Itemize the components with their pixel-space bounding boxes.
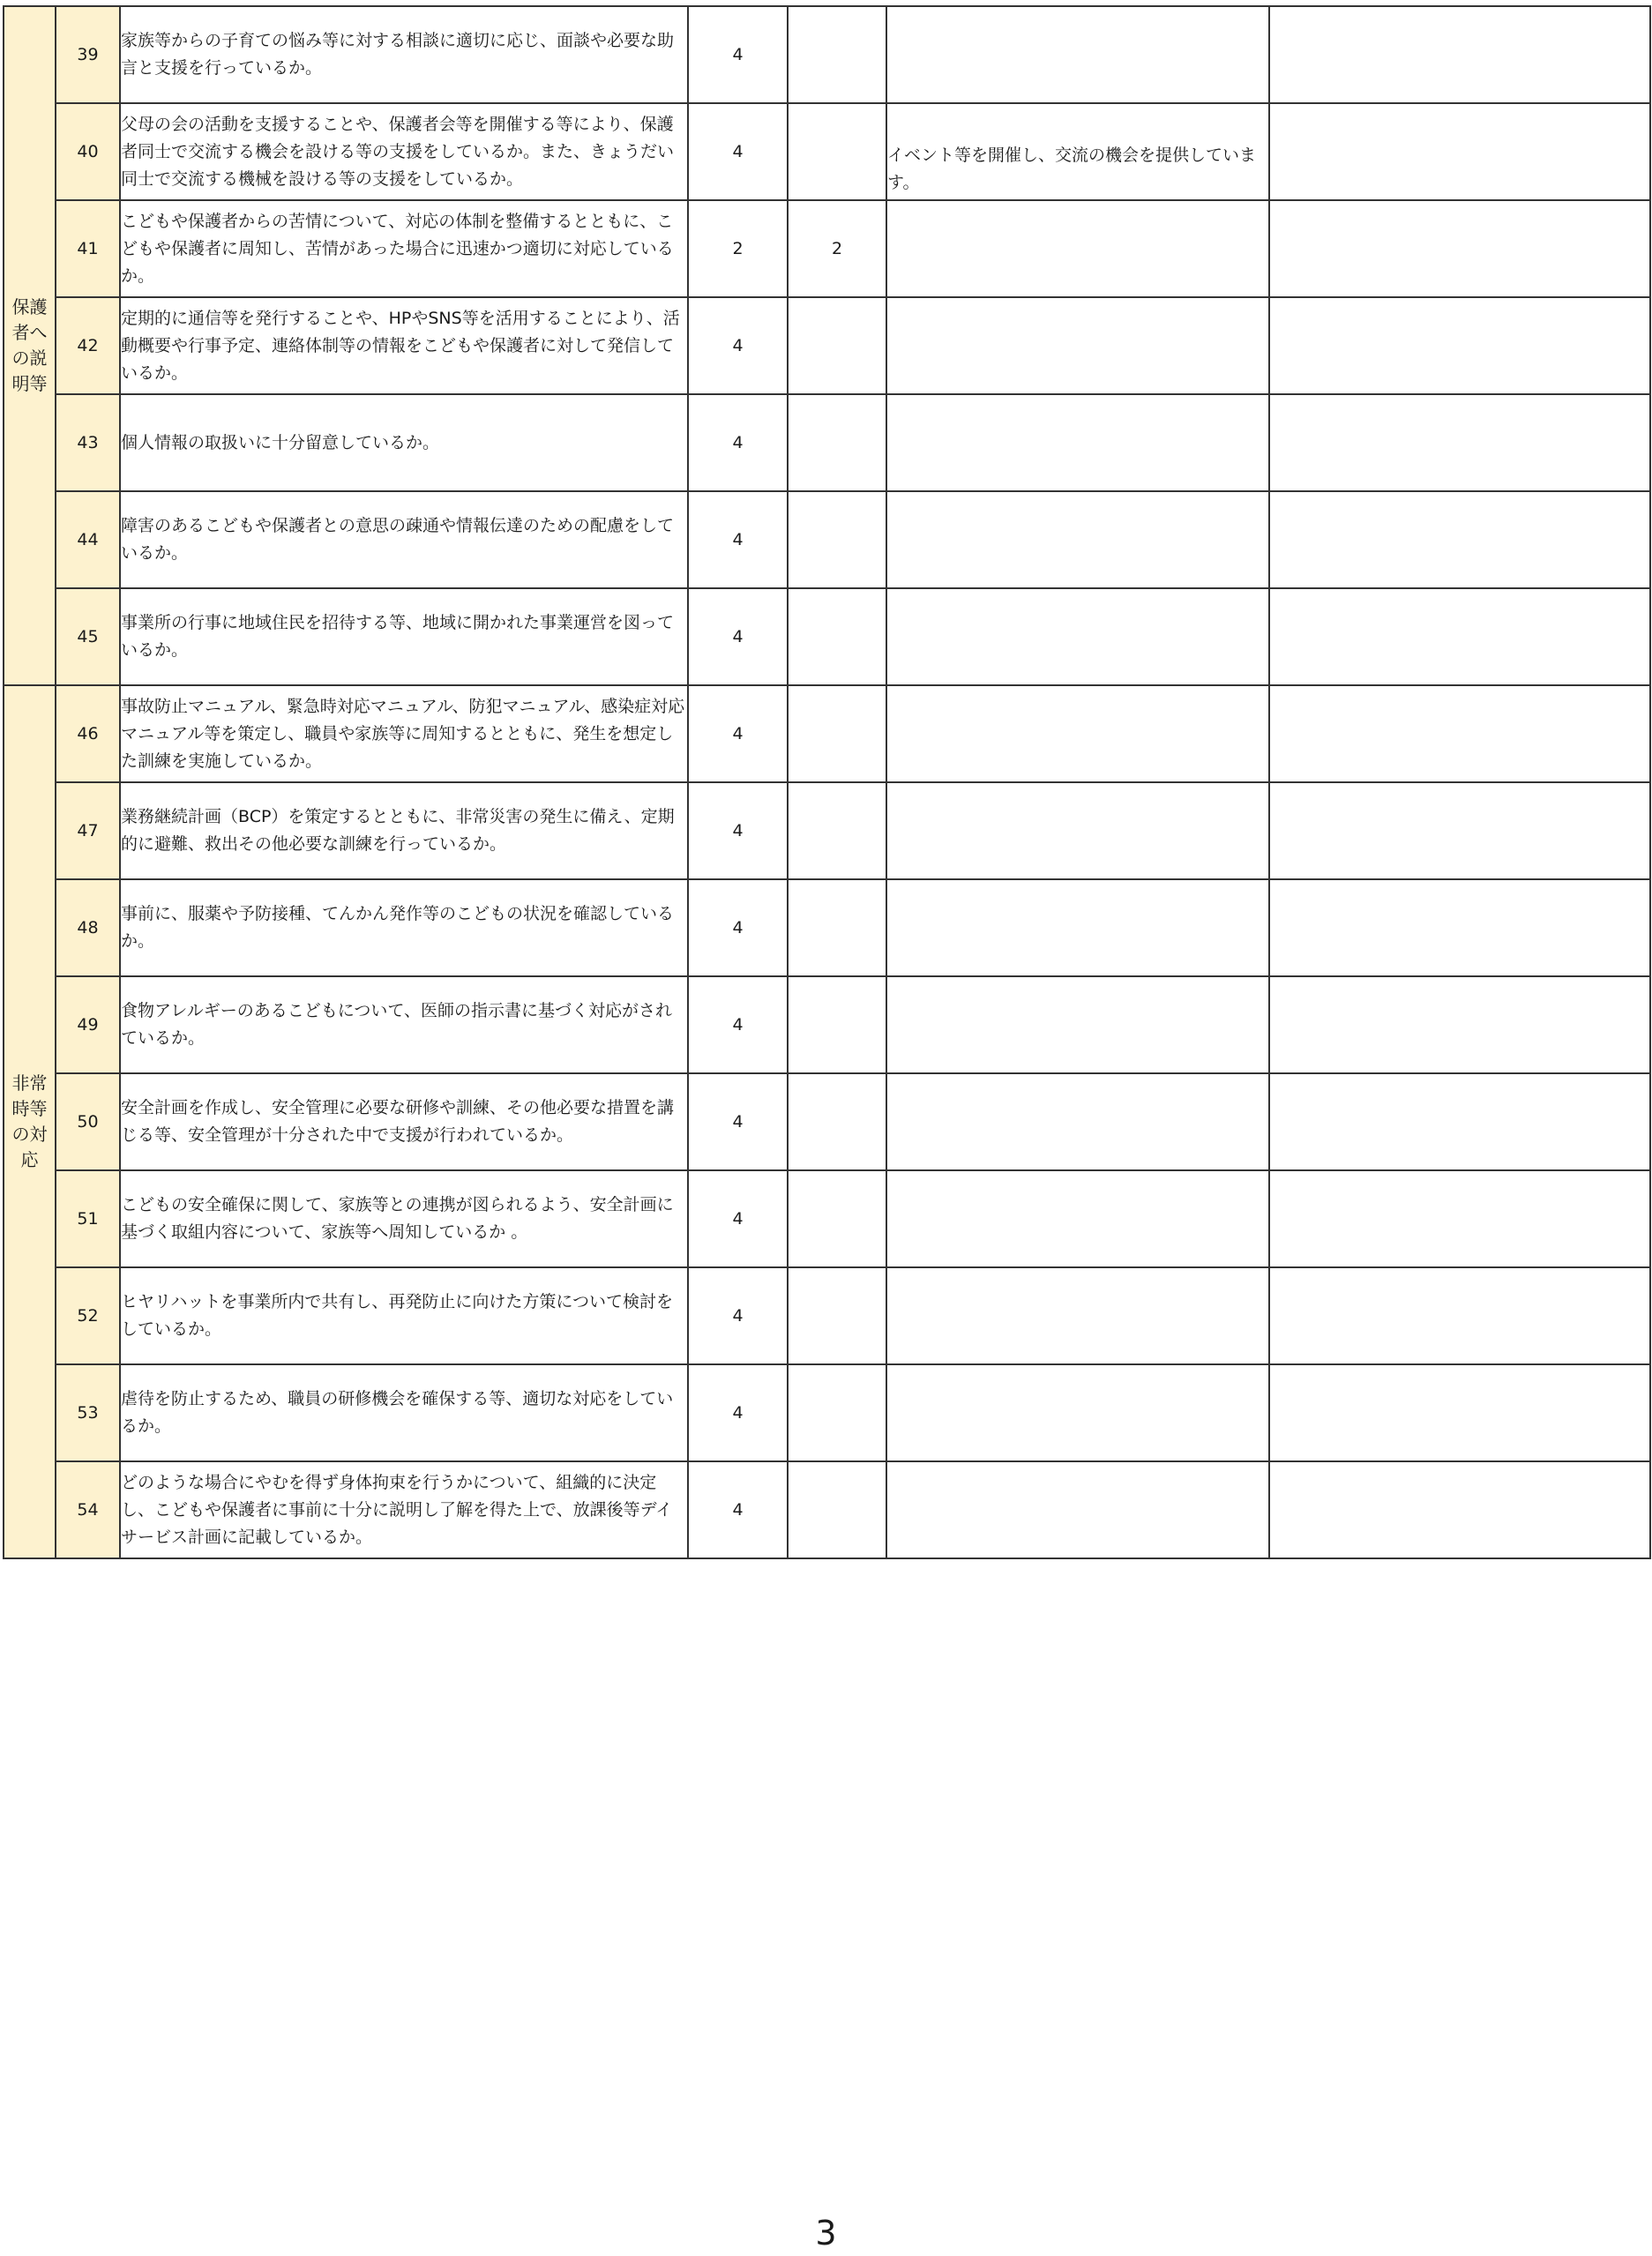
improvement-note (1270, 1395, 1649, 1431)
table-row (4, 1170, 1650, 1267)
item-number-cell: 44 (56, 491, 120, 588)
improvement-note (1270, 134, 1649, 169)
category-cell (4, 685, 56, 1558)
item-text: 安全計画を作成し、安全管理に必要な研修や訓練、その他必要な措置を講じる等、安全管理が十分された中で支援が行われているか。 (121, 1098, 675, 1145)
no-count-cell (788, 782, 886, 879)
item-text-cell (120, 976, 688, 1073)
item-note-cell (886, 394, 1269, 491)
item-note-cell (886, 1267, 1269, 1364)
item-text: 食物アレルギーのあるこどもについて、医師の指示書に基づく対応がされているか。 (121, 1001, 673, 1048)
item-text-cell (120, 1073, 688, 1170)
item-note-cell (886, 1170, 1269, 1267)
no-count-cell (788, 1170, 886, 1267)
item-text-cell (120, 297, 688, 394)
item-note-cell (886, 976, 1269, 1073)
item-text-cell (120, 685, 688, 782)
no-count-cell (788, 685, 886, 782)
page-number: 3 (815, 2214, 837, 2252)
item-number-cell: 49 (56, 976, 120, 1073)
table-row (4, 297, 1650, 394)
item-note (887, 37, 1268, 72)
no-count-cell (788, 588, 886, 685)
no-count-cell (788, 1073, 886, 1170)
item-number-cell: 54 (56, 1461, 120, 1558)
table-row (4, 1267, 1650, 1364)
yes-count-cell: 4 (688, 1267, 788, 1364)
improvement-note (1270, 328, 1649, 363)
item-text: 業務継続計画（BCP）を策定するとともに、非常災害の発生に備え、定期的に避難、救出その他必要な訓練を行っているか。 (121, 807, 675, 854)
no-count-cell (788, 6, 886, 103)
category-label: 保護者への説明等 (11, 296, 48, 394)
item-text-cell (120, 1461, 688, 1558)
item-text: 事前に、服薬や予防接種、てんかん発作等のこどもの状況を確認しているか。 (121, 904, 675, 951)
item-note-cell (886, 685, 1269, 782)
item-text-cell (120, 1364, 688, 1461)
item-text: 個人情報の取扱いに十分留意しているか。 (121, 432, 440, 452)
yes-count-cell: 4 (688, 976, 788, 1073)
table-row (4, 394, 1650, 491)
item-note-cell (886, 6, 1269, 103)
item-number-cell: 48 (56, 879, 120, 976)
item-note (887, 231, 1268, 266)
item-note-cell (886, 782, 1269, 879)
category-label: 非常時等の対応 (11, 1072, 48, 1170)
improvement-note-cell (1269, 879, 1650, 976)
item-text: こどもの安全確保に関して、家族等との連携が図られるよう、安全計画に基づく取組内容について、家族等へ周知しているか 。 (121, 1195, 674, 1242)
item-text: 事業所の行事に地域住民を招待する等、地域に開かれた事業運営を図っているか。 (121, 613, 675, 660)
improvement-note-cell (1269, 491, 1650, 588)
item-note: イベント等を開催し、交流の機会を提供しています。 (887, 146, 1257, 192)
improvement-note (1270, 1298, 1649, 1333)
improvement-note (1270, 813, 1649, 848)
item-text-cell (120, 200, 688, 297)
improvement-note (1270, 910, 1649, 945)
category-cell (4, 6, 56, 685)
item-note (887, 1007, 1268, 1042)
no-count-cell: 2 (788, 200, 886, 297)
improvement-note (1270, 37, 1649, 72)
improvement-note-cell (1269, 200, 1650, 297)
table-row (4, 588, 1650, 685)
improvement-note (1270, 619, 1649, 654)
table-row (4, 879, 1650, 976)
item-number-cell: 53 (56, 1364, 120, 1461)
item-note (887, 425, 1268, 460)
no-count-cell (788, 1267, 886, 1364)
improvement-note (1270, 425, 1649, 460)
item-text-cell (120, 394, 688, 491)
yes-count-cell: 4 (688, 782, 788, 879)
yes-count-cell: 4 (688, 879, 788, 976)
item-text: 事故防止マニュアル、緊急時対応マニュアル、防犯マニュアル、感染症対応マニュアル等を策定し、職員や家族等に周知するとともに、発生を想定した訓練を実施しているか。 (121, 696, 685, 771)
yes-count-cell: 4 (688, 103, 788, 200)
improvement-note (1270, 231, 1649, 266)
item-text: こどもや保護者からの苦情について、対応の体制を整備するとともに、こどもや保護者に周知し、苦情があった場合に迅速かつ適切に対応しているか。 (121, 211, 674, 286)
item-text-cell (120, 6, 688, 103)
item-note-cell (886, 588, 1269, 685)
evaluation-table (3, 5, 1651, 1559)
item-number-cell: 50 (56, 1073, 120, 1170)
no-count-cell (788, 1364, 886, 1461)
yes-count-cell: 4 (688, 297, 788, 394)
no-count-cell (788, 491, 886, 588)
item-note (887, 1201, 1268, 1236)
improvement-note (1270, 716, 1649, 751)
no-count-cell (788, 976, 886, 1073)
yes-count-cell: 4 (688, 685, 788, 782)
item-text: 定期的に通信等を発行することや、HPやSNS等を活用することにより、活動概要や行事予定、連絡体制等の情報をこどもや保護者に対して発信しているか。 (121, 308, 680, 383)
evaluation-table-body (4, 6, 1650, 1558)
improvement-note-cell (1269, 685, 1650, 782)
item-note (887, 328, 1268, 363)
improvement-note-cell (1269, 1073, 1650, 1170)
table-row (4, 491, 1650, 588)
table-row (4, 6, 1650, 103)
item-text-cell (120, 782, 688, 879)
yes-count-cell: 4 (688, 1461, 788, 1558)
improvement-note (1270, 522, 1649, 557)
item-note-cell (886, 1461, 1269, 1558)
improvement-note-cell (1269, 1170, 1650, 1267)
item-note-cell (886, 1364, 1269, 1461)
item-note (887, 619, 1268, 654)
no-count-cell (788, 1461, 886, 1558)
yes-count-cell: 4 (688, 491, 788, 588)
yes-count-cell: 4 (688, 6, 788, 103)
item-number-cell: 45 (56, 588, 120, 685)
table-row (4, 1461, 1650, 1558)
table-row (4, 200, 1650, 297)
table-row (4, 685, 1650, 782)
item-number-cell: 47 (56, 782, 120, 879)
improvement-note (1270, 1007, 1649, 1042)
item-text: どのような場合にやむを得ず身体拘束を行うかについて、組織的に決定し、こどもや保護者に事前に十分に説明し了解を得た上で、放課後等デイサービス計画に記載しているか。 (121, 1472, 673, 1547)
table-row (4, 103, 1650, 200)
no-count-cell (788, 103, 886, 200)
item-text: 虐待を防止するため、職員の研修機会を確保する等、適切な対応をしているか。 (121, 1389, 674, 1436)
item-number-cell: 46 (56, 685, 120, 782)
no-count-cell (788, 879, 886, 976)
improvement-note (1270, 1201, 1649, 1236)
yes-count-cell: 4 (688, 1364, 788, 1461)
improvement-note (1270, 1104, 1649, 1139)
item-text-cell (120, 588, 688, 685)
improvement-note-cell (1269, 588, 1650, 685)
item-note-cell (886, 103, 1269, 200)
item-note (887, 716, 1268, 751)
item-text-cell (120, 491, 688, 588)
item-note-cell (886, 200, 1269, 297)
improvement-note-cell (1269, 394, 1650, 491)
item-note-cell (886, 297, 1269, 394)
item-text-cell (120, 1170, 688, 1267)
item-note (887, 1492, 1268, 1528)
item-note (887, 522, 1268, 557)
no-count-cell (788, 394, 886, 491)
item-note (887, 1298, 1268, 1333)
improvement-note-cell (1269, 1461, 1650, 1558)
table-row (4, 1073, 1650, 1170)
item-number-cell: 52 (56, 1267, 120, 1364)
improvement-note-cell (1269, 6, 1650, 103)
item-text-cell (120, 103, 688, 200)
improvement-note-cell (1269, 782, 1650, 879)
item-number-cell: 39 (56, 6, 120, 103)
no-count-cell (788, 297, 886, 394)
item-note (887, 813, 1268, 848)
item-note (887, 1395, 1268, 1431)
item-text: 父母の会の活動を支援することや、保護者会等を開催する等により、保護者同士で交流する機会を設ける等の支援をしているか。また、きょうだい同士で交流する機械を設ける等の支援をしているか。 (121, 114, 675, 189)
item-text: 家族等からの子育ての悩み等に対する相談に適切に応じ、面談や必要な助言と支援を行っているか。 (121, 31, 675, 78)
yes-count-cell: 4 (688, 1170, 788, 1267)
item-text-cell (120, 1267, 688, 1364)
improvement-note-cell (1269, 1267, 1650, 1364)
yes-count-cell: 4 (688, 394, 788, 491)
item-note-cell (886, 1073, 1269, 1170)
item-number-cell: 40 (56, 103, 120, 200)
item-text-cell (120, 879, 688, 976)
improvement-note-cell (1269, 297, 1650, 394)
item-text: 障害のあるこどもや保護者との意思の疎通や情報伝達のための配慮をしているか。 (121, 516, 675, 563)
table-row (4, 976, 1650, 1073)
item-note (887, 910, 1268, 945)
item-number-cell: 42 (56, 297, 120, 394)
item-number-cell: 41 (56, 200, 120, 297)
item-note-cell (886, 491, 1269, 588)
yes-count-cell: 4 (688, 1073, 788, 1170)
yes-count-cell: 4 (688, 588, 788, 685)
yes-count-cell: 2 (688, 200, 788, 297)
item-note-cell (886, 879, 1269, 976)
item-number-cell: 43 (56, 394, 120, 491)
improvement-note (1270, 1492, 1649, 1528)
improvement-note-cell (1269, 1364, 1650, 1461)
table-row (4, 1364, 1650, 1461)
table-row (4, 782, 1650, 879)
improvement-note-cell (1269, 103, 1650, 200)
item-text: ヒヤリハットを事業所内で共有し、再発防止に向けた方策について検討をしているか。 (121, 1292, 674, 1339)
item-note (887, 1104, 1268, 1139)
item-number-cell: 51 (56, 1170, 120, 1267)
improvement-note-cell (1269, 976, 1650, 1073)
